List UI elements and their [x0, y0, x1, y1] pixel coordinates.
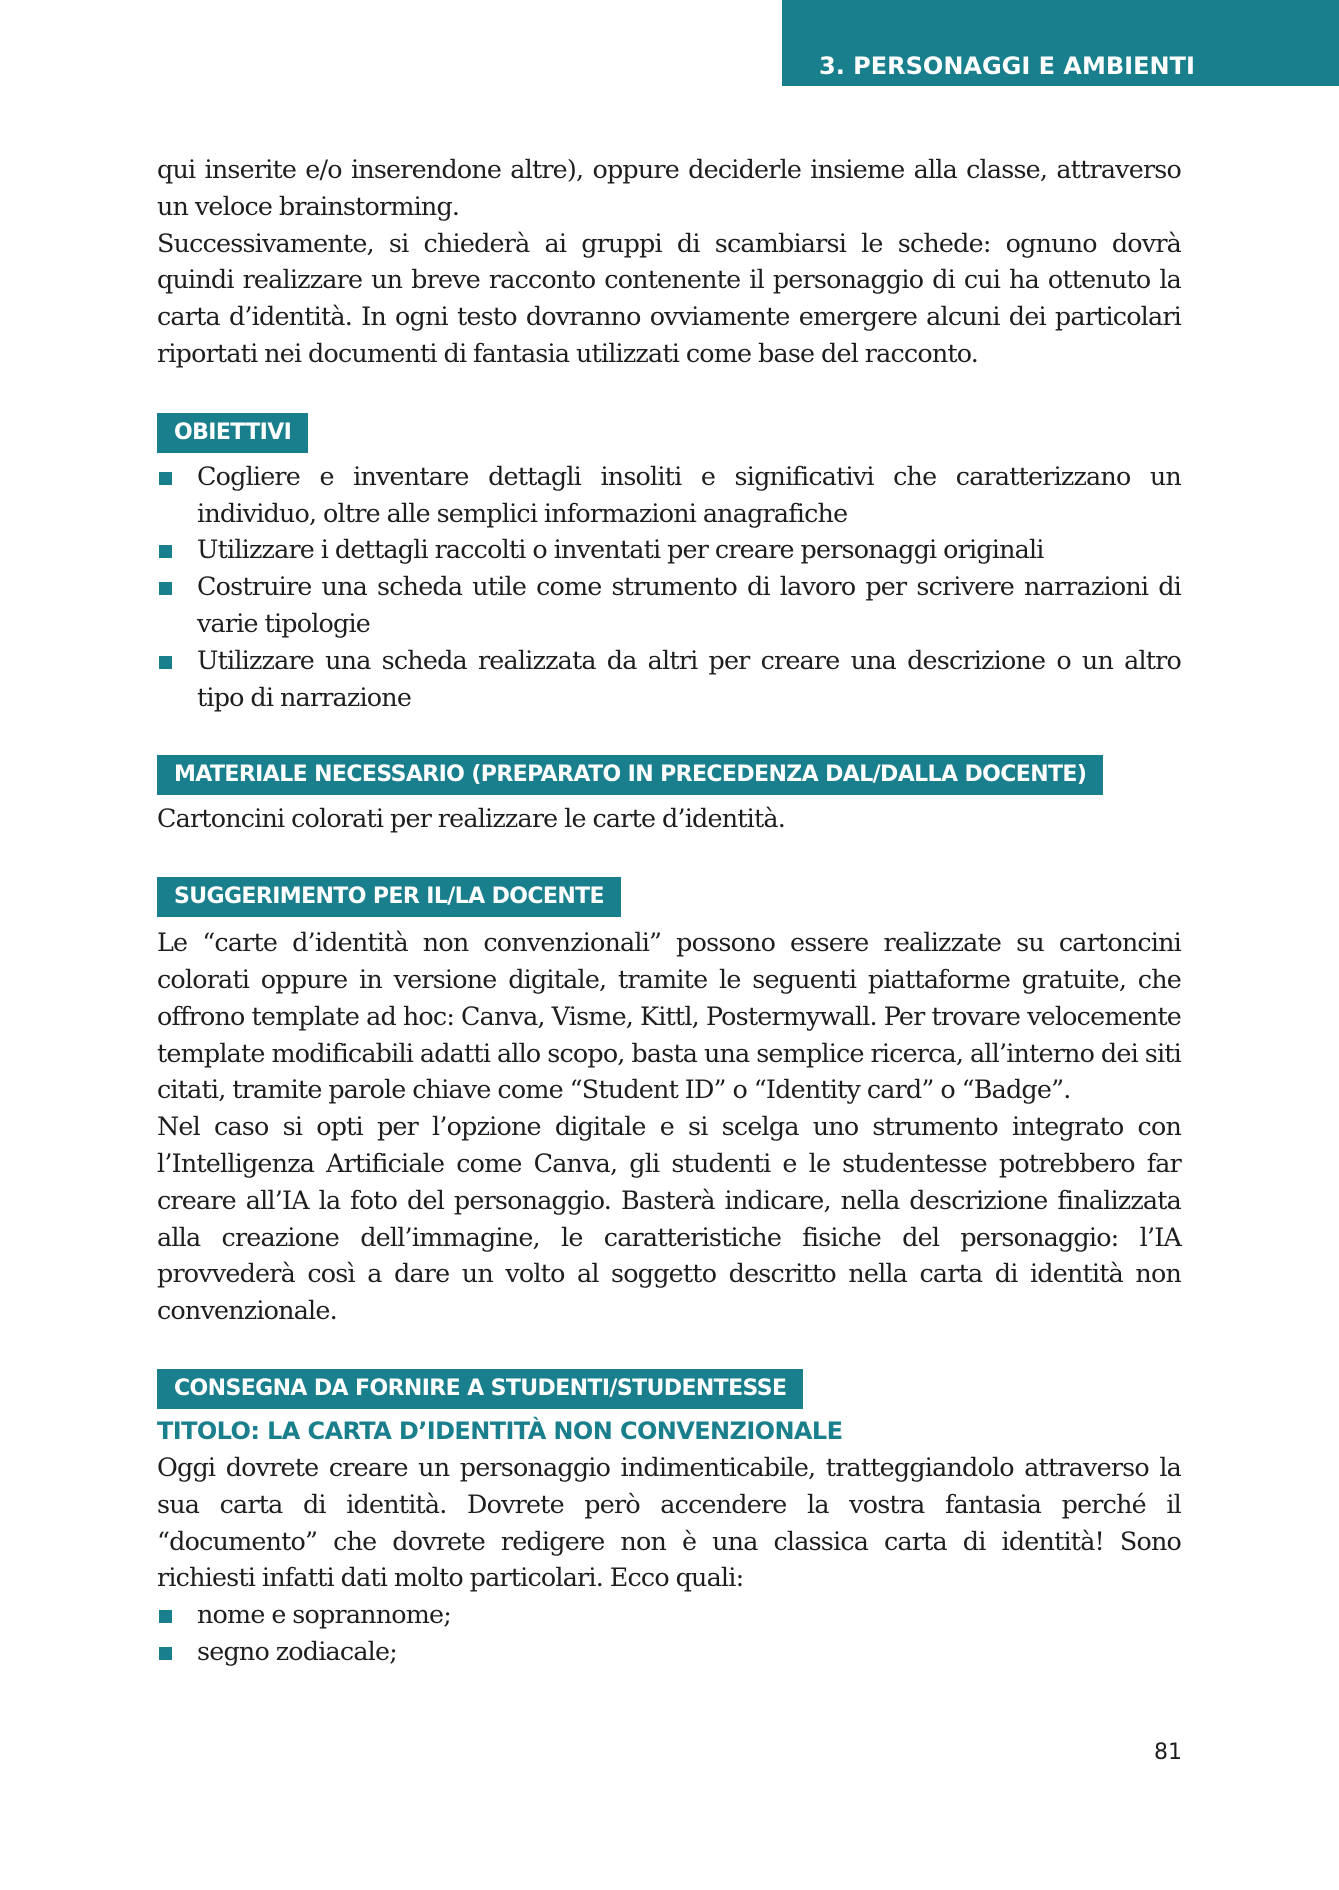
list-item-text: Cogliere e inventare dettagli insoliti e significativi che caratterizzano un individuo, oltre alle semplici informazioni anagrafiche — [197, 460, 1181, 528]
list-item-text: Costruire una scheda utile come strumento di lavoro per scrivere narrazioni di varie tipologie — [197, 571, 1181, 638]
list-item — [157, 458, 1181, 532]
page-content — [157, 151, 1181, 1670]
objectives-section — [157, 413, 1181, 716]
chapter-header-tab — [782, 0, 1339, 86]
assignment-section — [157, 1369, 1181, 1670]
objectives-list — [157, 458, 1181, 716]
suggestion-section — [157, 877, 1181, 1329]
list-item-text: segno zodiacale; — [197, 1635, 397, 1666]
assignment-list — [157, 1596, 1181, 1670]
suggestion-paragraph-1: Le “carte d’identità non convenzionali” possono essere realizzate su cartoncini colorati oppure in versione digitale, tramite le seguenti piattaforme gratuite, che offrono template ad hoc: Canva, Visme, Kittl, Postermywall. Per trovare velocemente template modificabili adatti allo scopo, basta una semplice ricerca, all’interno dei siti citati, tramite parole chiave come “Student ID” o “Identity card” o “Badge”. — [157, 927, 1181, 1105]
page-number: 81 — [1154, 1740, 1182, 1765]
list-item — [157, 642, 1181, 716]
materials-text: Cartoncini colorati per realizzare le carte d’identità. — [157, 803, 785, 834]
list-item-text: nome e soprannome; — [197, 1599, 452, 1630]
assignment-title: TITOLO: LA CARTA D’IDENTITÀ NON CONVENZIONALE — [157, 1416, 843, 1445]
materials-section — [157, 755, 1181, 837]
square-bullet-icon — [159, 656, 172, 669]
square-bullet-icon — [159, 1610, 172, 1623]
objectives-label: OBIETTIVI — [157, 413, 308, 453]
square-bullet-icon — [159, 1647, 172, 1660]
list-item-text: Utilizzare i dettagli raccolti o inventati per creare personaggi originali — [197, 534, 1044, 565]
assignment-label: CONSEGNA DA FORNIRE A STUDENTI/STUDENTESSE — [157, 1369, 803, 1409]
square-bullet-icon — [159, 582, 172, 595]
intro-section — [157, 151, 1181, 372]
list-item — [157, 1633, 1181, 1670]
square-bullet-icon — [159, 545, 172, 558]
square-bullet-icon — [159, 472, 172, 485]
materials-label: MATERIALE NECESSARIO (PREPARATO IN PRECEDENZA DAL/DALLA DOCENTE) — [157, 755, 1103, 795]
list-item-text: Utilizzare una scheda realizzata da altri per creare una descrizione o un altro tipo di narrazione — [197, 644, 1181, 712]
suggestion-label: SUGGERIMENTO PER IL/LA DOCENTE — [157, 877, 621, 917]
intro-paragraph-2: Successivamente, si chiederà ai gruppi di scambiarsi le schede: ognuno dovrà quindi realizzare un breve racconto contenente il personaggio di cui ha ottenuto la carta d’identità. In ogni testo dovranno ovviamente emergere alcuni dei particolari riportati nei documenti di fantasia utilizzati come base del racconto. — [157, 227, 1181, 368]
assignment-text: Oggi dovrete creare un personaggio indimenticabile, tratteggiandolo attraverso la sua carta di identità. Dovrete però accendere la vostra fantasia perché il “documento” che dovrete redigere non è una classica carta di identità! Sono richiesti infatti dati molto particolari. Ecco quali: — [157, 1451, 1181, 1593]
intro-paragraph-1: qui inserite e/o inserendone altre), oppure deciderle insieme alla classe, attraverso un veloce brainstorming. — [157, 154, 1181, 221]
list-item — [157, 568, 1181, 642]
suggestion-paragraph-2: Nel caso si opti per l’opzione digitale e si scelga uno strumento integrato con l’Intelligenza Artificiale come Canva, gli studenti e le studentesse potrebbero far creare all’IA la foto del personaggio. Basterà indicare, nella descrizione finalizzata alla creazione dell’immagine, le caratteristiche fisiche del personaggio: l’IA provvederà così a dare un volto al soggetto descritto nella carta di identità non convenzionale. — [157, 1111, 1181, 1326]
list-item — [157, 1596, 1181, 1633]
list-item — [157, 531, 1181, 568]
chapter-title: 3. PERSONAGGI E AMBIENTI — [819, 52, 1195, 80]
